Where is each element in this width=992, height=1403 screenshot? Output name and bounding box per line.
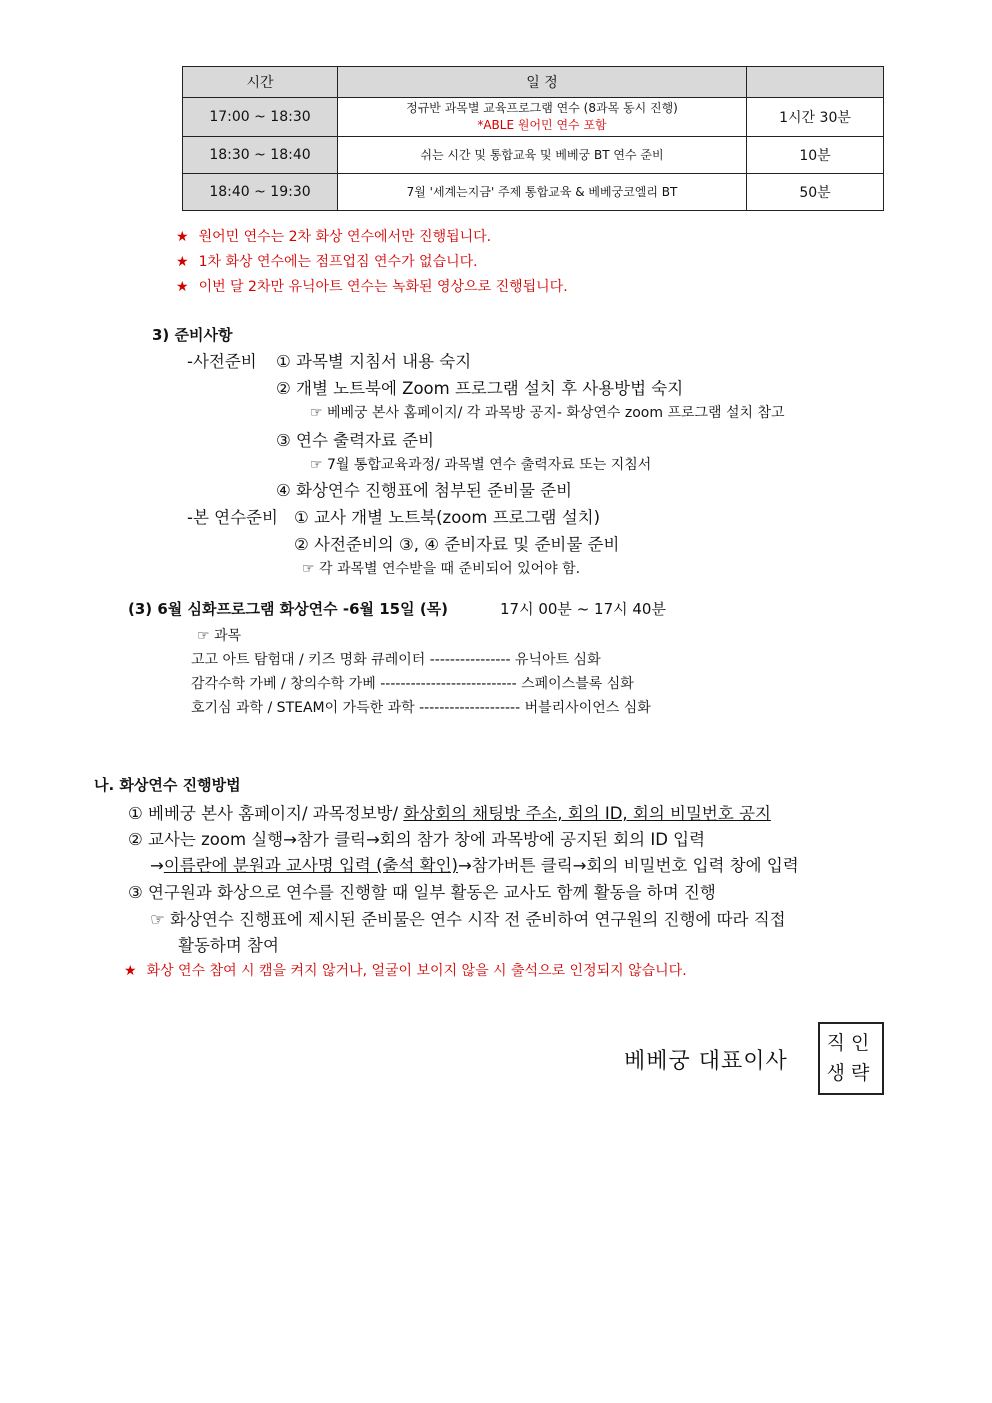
note-item	[176, 276, 568, 296]
star-icon: ★	[176, 254, 189, 270]
method-line-1-prefix: ① 베베궁 본사 홈페이지/ 과목정보방/	[128, 804, 404, 823]
prep-pre-item: ☞ 7월 통합교육과정/ 과목별 연수 출력자료 또는 지침서	[310, 457, 652, 473]
prep-pre-item: ☞ 베베궁 본사 홈페이지/ 각 과목방 공지- 화상연수 zoom 프로그램 설치 참고	[310, 405, 785, 421]
method-line-3-prefix: →	[150, 856, 164, 875]
row-duration: 1시간 30분	[747, 98, 884, 137]
method-line-1-underlined: 화상회의 채팅방 주소, 회의 ID, 회의 비밀번호 공지	[403, 804, 771, 823]
star-icon: ★	[176, 279, 189, 295]
row-duration: 10분	[747, 137, 884, 174]
row-plan-text: 정규반 과목별 교육프로그램 연수 (8과목 동시 진행)	[406, 101, 678, 115]
prep-pre-item: ③ 연수 출력자료 준비	[276, 431, 435, 450]
header-duration	[747, 67, 884, 98]
star-icon: ★	[176, 229, 189, 245]
prep-main-label: -본 연수준비	[187, 508, 278, 527]
header-plan: 일 정	[338, 67, 747, 98]
prep-pre-item: ④ 화상연수 진행표에 첨부된 준비물 준비	[276, 481, 573, 500]
method-line-2: ② 교사는 zoom 실행→참가 클릭→회의 참가 창에 과목방에 공지된 회의 ID 입력	[128, 830, 706, 849]
table-row	[183, 98, 884, 137]
advanced-subject: 감각수학 가베 / 창의수학 가베 --------------------------- 스페이스블록 심화	[191, 676, 634, 692]
method-line-3	[150, 852, 799, 876]
method-line-1	[128, 800, 771, 824]
prep-pre-item: ① 과목별 지침서 내용 숙지	[276, 352, 472, 371]
seal-line-2: 생략	[826, 1062, 876, 1084]
table-header-row	[183, 67, 884, 98]
table-row	[183, 174, 884, 211]
row-duration: 50분	[747, 174, 884, 211]
row-plan	[338, 98, 747, 137]
advanced-heading: (3) 6월 심화프로그램 화상연수 -6월 15일 (목)	[128, 600, 449, 618]
prep-pre-label: -사전준비	[187, 352, 257, 371]
note-text: 1차 화상 연수에는 점프업짐 연수가 없습니다.	[198, 254, 478, 270]
advanced-subject: 호기심 과학 / STEAM이 가득한 과학 -------------------- 버블리사이언스 심화	[191, 700, 651, 716]
method-line-3-suffix: →참가버튼 클릭→회의 비밀번호 입력 창에 입력	[457, 856, 799, 875]
prep-main-item: ① 교사 개별 노트북(zoom 프로그램 설치)	[294, 508, 601, 527]
row-time: 17:00 ~ 18:30	[183, 98, 338, 137]
schedule-table	[182, 66, 884, 211]
note-text: 이번 달 2차만 유닉아트 연수는 녹화된 영상으로 진행됩니다.	[198, 279, 568, 295]
row-plan-note: *ABLE 원어민 연수 포함	[477, 118, 607, 132]
method-warning-text: 화상 연수 참여 시 캠을 켜지 않거나, 얼굴이 보이지 않을 시 출석으로 인정되지 않습니다.	[146, 963, 687, 979]
row-time: 18:30 ~ 18:40	[183, 137, 338, 174]
method-line-3-underlined: 이름란에 분원과 교사명 입력 (출석 확인)	[163, 856, 458, 875]
method-line-6: 활동하며 참여	[178, 936, 279, 955]
prep-heading: 3) 준비사항	[152, 326, 233, 344]
row-plan: 7월 '세계는지금' 주제 통합교육 & 베베궁코엘리 BT	[338, 174, 747, 211]
advanced-subject: 고고 아트 탐험대 / 키즈 명화 큐레이터 ---------------- 유닉아트 심화	[191, 652, 601, 668]
prep-pre-item: ② 개별 노트북에 Zoom 프로그램 설치 후 사용방법 숙지	[276, 379, 684, 398]
prep-main-item: ② 사전준비의 ③, ④ 준비자료 및 준비물 준비	[294, 535, 620, 554]
method-line-4: ③ 연구원과 화상으로 연수를 진행할 때 일부 활동은 교사도 함께 활동을 하며 진행	[128, 883, 716, 902]
star-icon: ★	[124, 963, 137, 979]
seal-box	[818, 1022, 884, 1095]
note-item	[176, 226, 491, 246]
seal-line-1: 직인	[826, 1032, 876, 1054]
row-time: 18:40 ~ 19:30	[183, 174, 338, 211]
note-item	[176, 251, 478, 271]
method-line-5: ☞ 화상연수 진행표에 제시된 준비물은 연수 시작 전 준비하여 연구원의 진행에 따라 직접	[150, 910, 786, 929]
row-plan: 쉬는 시간 및 통합교육 및 베베궁 BT 연수 준비	[338, 137, 747, 174]
advanced-subject-label: ☞ 과목	[197, 628, 242, 644]
signature-name: 베베궁 대표이사	[624, 1049, 788, 1074]
note-text: 원어민 연수는 2차 화상 연수에서만 진행됩니다.	[198, 229, 492, 245]
method-heading: 나. 화상연수 진행방법	[94, 776, 241, 794]
header-time: 시간	[183, 67, 338, 98]
advanced-time: 17시 00분 ~ 17시 40분	[500, 600, 666, 618]
method-warning	[124, 960, 687, 980]
table-row	[183, 137, 884, 174]
prep-main-item: ☞ 각 과목별 연수받을 때 준비되어 있어야 함.	[302, 561, 581, 577]
